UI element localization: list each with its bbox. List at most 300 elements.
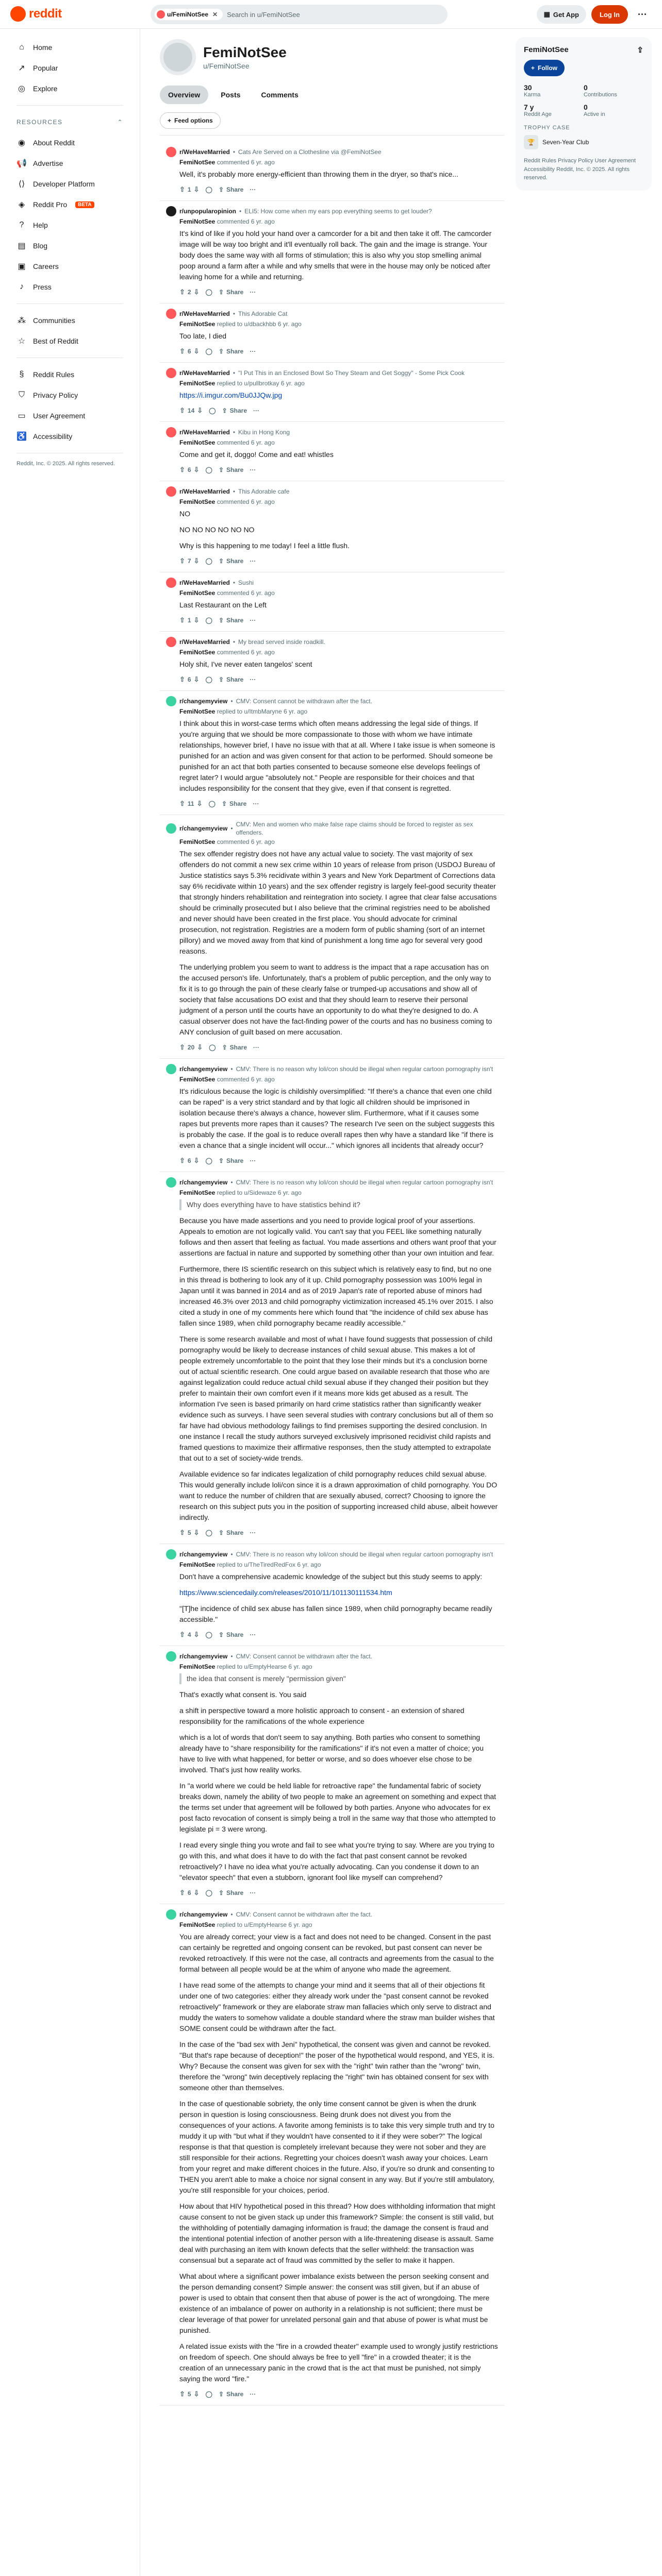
comment-actions [179, 1886, 498, 1900]
sidebar-item-reddit-rules[interactable] [8, 364, 131, 385]
reply-button[interactable] [206, 1631, 212, 1638]
downvote-icon[interactable]: ⇩ [197, 406, 203, 414]
upvote-icon[interactable]: ⇧ [179, 616, 185, 624]
comment-card[interactable] [160, 1646, 504, 1904]
comment-card[interactable] [160, 632, 504, 691]
share-button[interactable] [219, 466, 243, 473]
separator: • [233, 428, 236, 436]
subreddit-link[interactable]: r/WeHaveMarried [179, 428, 230, 436]
more-options-button[interactable]: ··· [250, 676, 256, 683]
downvote-icon[interactable]: ⇩ [193, 616, 200, 624]
more-options-button[interactable]: ··· [253, 1044, 260, 1052]
comment-paragraph: The sex offender registry does not have any actual value to society. The vast majority of sex offenders do not commit a new sex crime within 10 years of release from prison (USDOJ Bureau of Justice statistics says 5.3% recidivate within 3 years and New York Department of Corrections data say 6% recidivate within 10 years) and the sex offender registry is largely feel-good security theater that strongly hinders rehabilitation and reintegration into society. I agree that clear false accusations should be criminally prosecuted but I also believe that the criminal registries need to be abolished and never should have been created in the first place. You should advocate for criminal prosecution, not registration. Registries are a modern form of public shaming (sort of an internet pillory) and we moved away from that kind of punishment a long time ago for several very good reasons. [179, 850, 497, 956]
sidebar-item-label: Best of Reddit [33, 337, 78, 345]
search-bar[interactable] [151, 5, 448, 24]
share-button[interactable] [219, 557, 243, 565]
comment-context [166, 578, 498, 588]
share-button[interactable] [219, 1529, 243, 1536]
comment-link[interactable]: https://www.sciencedaily.com/releases/2010/11/101130111534.htm [179, 1588, 392, 1597]
post-title-link[interactable]: CMV: There is no reason why loli/con should be illegal when regular cartoon pornography isn't [236, 1065, 493, 1073]
comment-context [166, 309, 498, 319]
share-icon: ⇪ [222, 1044, 227, 1052]
comment-card[interactable] [160, 201, 504, 303]
comment-icon: ◯ [205, 1529, 212, 1537]
subreddit-icon [166, 1549, 176, 1560]
comment-timestamp: commented 6 yr. ago [217, 1076, 275, 1083]
share-button[interactable] [219, 186, 243, 193]
comment-card[interactable] [160, 691, 504, 815]
copyright-text: Reddit, Inc. © 2025. All rights reserved. [16, 461, 115, 467]
stat-active-in [584, 103, 643, 117]
comment-icon: ◯ [209, 407, 216, 414]
comment-timestamp: replied to u/EmptyHearse 6 yr. ago [217, 1921, 312, 1929]
post-title-link[interactable]: This Adorable Cat [238, 310, 288, 317]
comment-author[interactable]: FemiNotSee [179, 1663, 216, 1671]
comment-timestamp: replied to u/pullbrotkay 6 yr. ago [217, 380, 305, 387]
comment-body [179, 449, 498, 460]
comment-card[interactable] [160, 815, 504, 1059]
upvote-icon[interactable]: ⇧ [179, 1631, 185, 1639]
main-content [160, 29, 504, 2405]
subreddit-link[interactable]: r/WeHaveMarried [179, 148, 230, 156]
more-options-button[interactable]: ··· [250, 1889, 256, 1897]
comment-author[interactable]: FemiNotSee [179, 838, 216, 846]
tab-overview[interactable]: Overview [160, 86, 208, 104]
sidebar-item-help[interactable] [8, 215, 131, 235]
reply-button[interactable] [206, 289, 212, 296]
upvote-icon[interactable]: ⇧ [179, 1529, 185, 1537]
subreddit-icon [166, 368, 176, 378]
reddit-logo[interactable] [10, 6, 62, 22]
sidebar-item-label: Advertise [33, 159, 63, 167]
sidebar-item-developer-platform[interactable] [8, 174, 131, 194]
subreddit-link[interactable]: r/WeHaveMarried [179, 638, 230, 646]
separator: • [230, 1653, 233, 1660]
comment-actions [179, 285, 498, 299]
divider [16, 303, 123, 304]
comment-icon: ◯ [205, 1157, 212, 1165]
sidebar-item-label: Explore [33, 84, 58, 93]
reply-button[interactable] [206, 1529, 212, 1536]
reply-button[interactable] [206, 348, 212, 355]
more-options-button[interactable]: ··· [250, 289, 256, 296]
comment-icon: ◯ [205, 557, 212, 565]
upvote-icon[interactable]: ⇧ [179, 347, 185, 355]
comment-card[interactable] [160, 142, 504, 201]
vote-count: 7 [187, 557, 191, 565]
subreddit-icon [166, 147, 176, 157]
microphone-icon: ♪ [20, 282, 24, 291]
downvote-icon[interactable]: ⇩ [193, 557, 200, 565]
comment-body [179, 169, 498, 180]
upvote-icon[interactable]: ⇧ [179, 557, 185, 565]
post-title-link[interactable]: CMV: Consent cannot be withdrawn after the fact. [236, 1911, 372, 1919]
post-title-link[interactable]: Sushi [238, 579, 254, 586]
subreddit-link[interactable]: r/changemyview [179, 1065, 228, 1073]
downvote-icon[interactable]: ⇩ [193, 347, 200, 355]
vote-controls [179, 347, 200, 355]
vote-count: 1 [187, 186, 191, 193]
downvote-icon[interactable]: ⇩ [193, 185, 200, 193]
share-label: Share [226, 617, 244, 624]
downvote-icon[interactable]: ⇩ [197, 1043, 203, 1052]
stat-value: 0 [584, 83, 588, 92]
comment-author[interactable]: FemiNotSee [179, 708, 216, 715]
comment-body [179, 331, 498, 342]
pro-icon: ◈ [18, 200, 25, 209]
subreddit-icon [166, 486, 176, 497]
reddit-snoo-icon [10, 6, 26, 22]
search-scope-chip[interactable] [155, 9, 223, 20]
sidebar-item-communities[interactable] [8, 310, 131, 331]
downvote-icon[interactable]: ⇩ [193, 1157, 200, 1165]
reply-button[interactable] [206, 1889, 212, 1896]
comment-meta [179, 1189, 498, 1196]
comment-paragraph: In "a world where we could be held liable for retroactive rape" the fundamental fabric of society breaks down, namely the ability of two people to make an agreement on something and expect that the terms set under that agreement will be followed by both parties. Anyone who advocates for ex post facto revocation of consent is simply being a troll in the same way that those who attempted to legislate pi = 3 were wrong. [179, 1782, 496, 1834]
share-button[interactable] [222, 1044, 247, 1051]
post-title-link[interactable]: CMV: Men and women who make false rape claims should be forced to register as sex offenders. [236, 821, 473, 837]
follow-button[interactable] [524, 60, 565, 76]
sidebar-item-privacy-policy[interactable] [8, 385, 131, 405]
vote-controls [179, 185, 200, 194]
vote-count: 6 [187, 1157, 191, 1165]
share-icon: ⇪ [222, 407, 227, 414]
share-button[interactable] [219, 348, 243, 355]
share-button[interactable] [219, 676, 243, 683]
post-title-link[interactable]: CMV: Consent cannot be withdrawn after the fact. [236, 1653, 372, 1660]
comment-timestamp: replied to u/dbackhbb 6 yr. ago [217, 320, 302, 328]
downvote-icon[interactable]: ⇩ [196, 800, 203, 807]
share-button[interactable] [219, 1157, 243, 1164]
share-button[interactable] [219, 289, 243, 296]
post-title-link[interactable]: Kibu in Hong Kong [238, 428, 290, 436]
share-button[interactable] [219, 1889, 243, 1896]
comment-timestamp: commented 6 yr. ago [217, 498, 275, 505]
comment-context [166, 147, 498, 157]
share-button[interactable] [222, 800, 246, 807]
subreddit-link[interactable]: r/WeHaveMarried [179, 369, 230, 377]
separator: • [230, 1179, 233, 1187]
subreddit-link[interactable]: r/WeHaveMarried [179, 579, 230, 586]
sidebar-footer-links: Reddit Rules Privacy Policy User Agreement Accessibility Reddit, Inc. © 2025. All rights reserved. [524, 158, 636, 181]
log-in-button[interactable]: Log In [591, 5, 628, 24]
separator: • [230, 825, 233, 833]
sidebar-item-label: Careers [33, 262, 59, 270]
post-title-link[interactable]: CMV: Consent cannot be withdrawn after the fact. [236, 697, 372, 705]
reply-button[interactable] [209, 407, 216, 414]
downvote-icon[interactable]: ⇩ [193, 1889, 200, 1897]
comment-card[interactable] [160, 303, 504, 363]
reddit-icon: ◉ [18, 139, 25, 147]
reply-button[interactable] [206, 676, 212, 683]
upvote-icon[interactable]: ⇧ [179, 406, 185, 414]
tab-comments[interactable]: Comments [261, 91, 299, 99]
subreddit-link[interactable]: r/changemyview [179, 825, 228, 833]
comment-actions [179, 797, 498, 810]
comment-author[interactable]: FemiNotSee [179, 159, 216, 166]
comment-meta [179, 838, 498, 845]
comment-context [166, 1549, 498, 1560]
upvote-icon[interactable]: ⇧ [179, 675, 185, 683]
upvote-icon[interactable]: ⇧ [179, 1157, 185, 1165]
reply-button[interactable] [206, 2391, 212, 2398]
stat-karma [524, 83, 584, 98]
separator: • [230, 1551, 233, 1558]
subreddit-icon [166, 823, 176, 834]
subreddit-icon [166, 1177, 176, 1188]
more-options-button[interactable]: ··· [253, 407, 260, 414]
reply-button[interactable] [206, 466, 212, 473]
subreddit-icon [166, 696, 176, 706]
comment-body [179, 228, 498, 282]
comment-timestamp: commented 6 yr. ago [217, 159, 275, 166]
comment-context [166, 486, 498, 497]
upvote-icon[interactable]: ⇧ [179, 800, 185, 807]
share-icon: ⇪ [218, 2391, 224, 2398]
vote-controls [179, 675, 200, 684]
stat-label: Active in [584, 111, 605, 117]
comment-context [166, 637, 498, 647]
upvote-icon[interactable]: ⇧ [179, 288, 185, 296]
downvote-icon[interactable]: ⇩ [193, 1631, 200, 1639]
subreddit-icon [166, 578, 176, 588]
comment-link[interactable]: https://i.imgur.com/Bu0JJQw.jpg [179, 391, 283, 399]
separator: • [233, 638, 236, 646]
post-title-link[interactable]: CMV: There is no reason why loli/con should be illegal when regular cartoon pornography isn't [236, 1551, 493, 1558]
vote-controls [179, 557, 200, 565]
sidebar-item-label: Blog [33, 242, 48, 250]
downvote-icon[interactable]: ⇩ [193, 2390, 200, 2398]
vote-count: 4 [187, 1631, 191, 1639]
sidebar-item-user-agreement[interactable] [8, 405, 131, 426]
separator: • [239, 207, 242, 215]
comment-actions [179, 1628, 498, 1641]
sidebar-display-name: FemiNotSee [524, 45, 569, 54]
comment-paragraph: a shift in perspective toward a more holistic approach to consent - an extension of shared responsibility for the ramifications of the whole experience [179, 1706, 465, 1726]
sidebar-item-popular[interactable] [8, 58, 131, 78]
sidebar-item-home[interactable] [8, 37, 131, 58]
more-options-button[interactable]: ··· [250, 186, 256, 193]
comment-card[interactable] [160, 1904, 504, 2405]
subreddit-icon [166, 1909, 176, 1920]
share-icon: ⇪ [218, 348, 224, 355]
subreddit-icon [166, 309, 176, 319]
search-input[interactable]: Search in u/FemiNotSee [227, 10, 300, 19]
sidebar-item-best-of-reddit[interactable] [8, 331, 131, 351]
comment-card[interactable] [160, 572, 504, 632]
downvote-icon[interactable]: ⇩ [193, 1529, 200, 1537]
sidebar-item-careers[interactable] [8, 256, 131, 277]
comment-author[interactable]: FemiNotSee [179, 1076, 216, 1083]
stat-value: 0 [584, 103, 588, 111]
avatar [160, 39, 196, 75]
sidebar-item-accessibility[interactable] [8, 426, 131, 447]
share-button[interactable] [219, 617, 243, 624]
comment-timestamp: commented 6 yr. ago [217, 649, 275, 656]
share-label: Share [226, 1889, 244, 1897]
more-options-button[interactable]: ··· [638, 9, 647, 20]
subreddit-link[interactable]: r/changemyview [179, 1911, 228, 1919]
share-icon[interactable]: ⇪ [637, 46, 643, 55]
share-icon: ⇪ [218, 1889, 224, 1897]
more-options-button[interactable]: ··· [250, 1529, 256, 1537]
post-title-link[interactable]: "I Put This in an Enclosed Bowl So They Steam and Get Soggy" - Some Pick Cook [238, 369, 465, 377]
vote-count: 11 [187, 800, 194, 807]
reply-button[interactable] [206, 557, 212, 565]
upvote-icon[interactable]: ⇧ [179, 466, 185, 473]
upvote-icon[interactable]: ⇧ [179, 185, 185, 193]
comment-body [179, 509, 498, 551]
comment-card[interactable] [160, 481, 504, 572]
comment-author[interactable]: FemiNotSee [179, 218, 216, 225]
vote-controls [179, 2390, 200, 2398]
comment-timestamp: commented 6 yr. ago [217, 838, 275, 846]
sidebar-item-blog[interactable] [8, 235, 131, 256]
get-app-button[interactable] [537, 5, 586, 24]
reply-button[interactable] [206, 617, 212, 624]
sidebar-item-label: Reddit Rules [33, 370, 75, 379]
comment-context [166, 368, 498, 378]
post-title-link[interactable]: Cats Are Served on a Clothesline via @FemiNotSee [238, 148, 382, 156]
close-icon[interactable]: ✕ [212, 11, 218, 18]
post-title-link[interactable]: This Adorable cafe [238, 487, 290, 495]
more-options-button[interactable]: ··· [253, 800, 259, 807]
comment-card[interactable] [160, 1544, 504, 1646]
comment-context [166, 1177, 498, 1188]
subreddit-link[interactable]: r/WeHaveMarried [179, 487, 230, 495]
reply-button[interactable] [206, 186, 212, 193]
tab-posts[interactable]: Posts [221, 91, 241, 99]
comment-author[interactable]: FemiNotSee [179, 320, 216, 328]
comment-author[interactable]: FemiNotSee [179, 1561, 216, 1569]
quoted-text: the idea that consent is merely "permission given" [179, 1673, 498, 1684]
subreddit-link[interactable]: r/changemyview [179, 1653, 228, 1660]
comment-timestamp: replied to u/TheTiredRedFox 6 yr. ago [217, 1561, 321, 1569]
share-button[interactable] [219, 1631, 243, 1638]
qr-code-icon: ▦ [543, 10, 550, 18]
comment-body [179, 1673, 498, 1883]
comment-context [166, 820, 498, 837]
sidebar-item-explore[interactable] [8, 78, 131, 99]
comment-body [179, 718, 498, 794]
upvote-icon[interactable]: ⇧ [179, 1889, 185, 1897]
sidebar-item-about[interactable] [8, 132, 131, 153]
vote-controls [179, 1529, 200, 1537]
reply-button[interactable] [206, 1157, 212, 1164]
shield-icon: ⛉ [18, 391, 25, 399]
comment-paragraph: I have read some of the attempts to change your mind and it seems that all of their objections fit under one of two categories: either they already work under the "past consent cannot be revoked retroactively" framework or they are elaborate straw man fallacies which only serve to distract and muddy the waters to somehow validate a double standard where the straw man builder wishes that SOME consent could be withdrawn after the fact. [179, 1981, 495, 2033]
comment-meta [179, 498, 498, 505]
sidebar-item-reddit-pro[interactable] [8, 194, 131, 215]
home-icon: ⌂ [19, 43, 24, 52]
stat-label: Contributions [584, 92, 617, 98]
comment-paragraph: "[T]he incidence of child sex abuse has fallen since 1989, when child pornography became readily accessible." [179, 1604, 492, 1624]
more-options-button[interactable]: ··· [250, 1631, 256, 1639]
more-options-button[interactable]: ··· [250, 557, 256, 565]
comment-card[interactable] [160, 363, 504, 422]
comment-context [166, 1651, 498, 1662]
more-options-button[interactable]: ··· [250, 466, 256, 473]
share-button[interactable] [222, 407, 247, 414]
subreddit-link[interactable]: r/unpopularopinion [179, 207, 236, 215]
subreddit-link[interactable]: r/WeHaveMarried [179, 310, 230, 317]
vote-count: 6 [187, 348, 191, 355]
resources-section-header[interactable] [8, 112, 131, 132]
more-options-button[interactable]: ··· [250, 617, 256, 624]
more-options-button[interactable]: ··· [250, 2391, 256, 2398]
trophy-icon: 🏆 [524, 135, 538, 149]
comment-author[interactable]: FemiNotSee [179, 1189, 216, 1197]
share-button[interactable] [219, 2391, 243, 2398]
reply-button[interactable] [209, 1044, 216, 1051]
downvote-icon[interactable]: ⇩ [193, 288, 200, 296]
subreddit-link[interactable]: r/changemyview [179, 1551, 228, 1558]
comment-paragraph: Because you have made assertions and you need to provide logical proof of your assertions. Appeals to emotion are not logically valid. You can't say that you FEEL like something naturally follows and then assert that feeling as factual. You made assertions and others want proof that your assertions are factual in nature and supported by something other than your own intuition and fear. [179, 1216, 496, 1258]
post-title-link[interactable]: ELI5: How come when my ears pop everything seems to get louder? [244, 207, 432, 215]
comment-author[interactable]: FemiNotSee [179, 380, 216, 387]
separator: • [233, 487, 236, 495]
vote-controls [179, 1157, 200, 1165]
comment-actions [179, 1041, 498, 1054]
post-title-link[interactable]: CMV: There is no reason why loli/con should be illegal when regular cartoon pornography isn't [236, 1179, 493, 1187]
upvote-icon[interactable]: ⇧ [179, 1043, 185, 1052]
comment-paragraph: Too late, I died [179, 332, 227, 340]
vote-controls [179, 288, 200, 296]
document-icon: ▭ [18, 412, 26, 420]
feed-options-button[interactable] [160, 112, 221, 129]
more-options-button[interactable]: ··· [250, 348, 256, 355]
comment-author[interactable]: FemiNotSee [179, 439, 216, 446]
help-icon: ? [19, 221, 24, 229]
comment-timestamp: replied to u/EmptyHearse 6 yr. ago [217, 1663, 312, 1671]
more-options-button[interactable]: ··· [250, 1157, 256, 1165]
follow-label: Follow [538, 64, 558, 72]
sidebar-item-press[interactable] [8, 277, 131, 297]
upvote-icon[interactable]: ⇧ [179, 2390, 185, 2398]
subreddit-link[interactable]: r/changemyview [179, 697, 228, 705]
comment-paragraph: What about where a significant power imbalance exists between the person seeking consent and the person demanding consent? Simple answer: the consent was still given, but if an abuse of power is used to obtain that consent then that abuse of power is the act of wrongdoing. The mere existence of an imbalance of power on authority in a relationship is not sufficient; there must be clear leverage of that power for unrelated personal gain and that abuse of power is what must be punished. [179, 2272, 490, 2335]
rules-icon: § [19, 370, 24, 379]
sidebar-item-advertise[interactable] [8, 153, 131, 174]
comment-card[interactable] [160, 1172, 504, 1544]
comment-author[interactable]: FemiNotSee [179, 1921, 216, 1929]
share-label: Share [226, 2391, 244, 2398]
vote-count: 6 [187, 1889, 191, 1897]
comment-meta [179, 1076, 498, 1083]
comment-card[interactable] [160, 422, 504, 481]
blog-icon: ▤ [18, 242, 26, 250]
post-title-link[interactable]: My bread served inside roadkill. [238, 638, 325, 646]
comment-author[interactable]: FemiNotSee [179, 589, 216, 597]
comment-author[interactable]: FemiNotSee [179, 649, 216, 656]
comment-card[interactable] [160, 1059, 504, 1172]
accessibility-icon: ♿ [16, 432, 27, 441]
comment-paragraph: NO NO NO NO NO NO [179, 526, 255, 534]
reply-button[interactable] [209, 800, 216, 807]
comment-meta [179, 218, 498, 225]
comment-meta [179, 1921, 498, 1928]
downvote-icon[interactable]: ⇩ [193, 466, 200, 473]
comment-actions [179, 1526, 498, 1539]
comment-actions [179, 554, 498, 568]
downvote-icon[interactable]: ⇩ [193, 675, 200, 683]
explore-icon: ◎ [18, 84, 25, 93]
subreddit-link[interactable]: r/changemyview [179, 1179, 228, 1187]
share-label: Share [226, 557, 244, 565]
separator: • [233, 369, 236, 377]
comment-paragraph: I think about this in worst-case terms which often means addressing the legal side of things. If you're arguing that we should be more compassionate to those with whom we have intimate relationships, however brief, I have no issue with that at all. Where I take issue is when someone is punished for an action and was given consent for that action to be performed. Should someone be punished for an act that both parties consented to because someone else develops feelings of regret later? I would argue "absolutely not." People are responsible for their choices and that includes responsibility for the consent that they give, even if that consent is regretted. [179, 719, 495, 792]
comment-author[interactable]: FemiNotSee [179, 498, 216, 505]
